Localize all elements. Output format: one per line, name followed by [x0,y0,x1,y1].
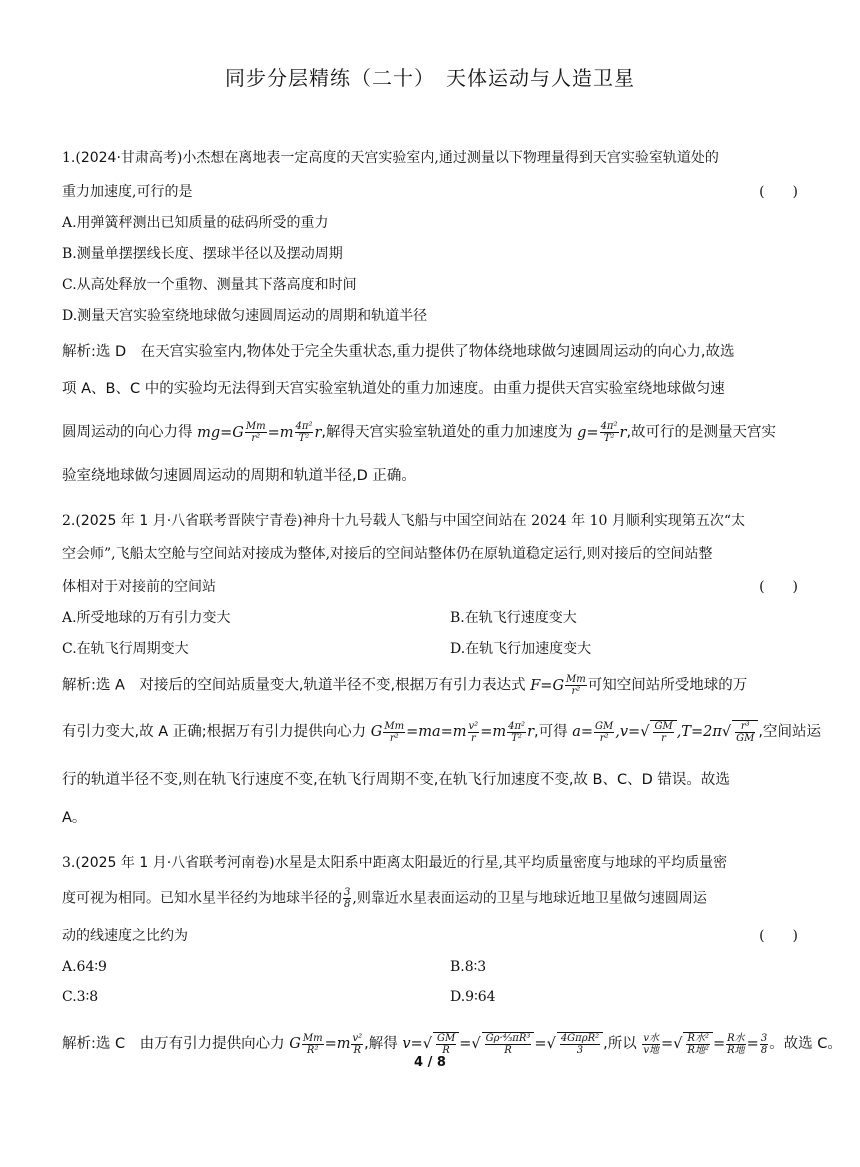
q3-formula-1: G $\frac{Mm}{\text{R²}}$ =m $\frac{\text{v²}}{R}$ [289,1032,363,1056]
q1-analysis-line4: 验室绕地球做匀速圆周运动的周期和轨道半径,D 正确。 [62,468,416,484]
q1-option-d: D.测量天宫实验室绕地球做匀速圆周运动的周期和轨道半径 [62,308,428,324]
q3-formula-3: v水 v地 =√ R水² R地² = R水 R地 = $\frac{3}{8}$ [643,1032,768,1056]
q3-analysis-line1: 解析:选 C 由万有引力提供向心力 G $\frac{Mm}{\text{R²}}$ =m $\frac{\text{v²}}{R}$ ,解得 v=√ $\frac{GM}{R}$ =√ $\frac{\text{Gρ·⁴⁄₃πR³}}{R}$ =√ 4GπρR² 3 ,所以 v水 v地 =√ R水² R地² = R水 R地 = $\frac{3}{8}$ 。故选 C。 [62,1032,842,1056]
q2-formula-1: F=G $\frac{Mm}{\text{r²}}$ [530,674,586,697]
page-title: 同步分层精练（二十） 天体运动与人造卫星 [225,66,635,90]
q2-option-c: C.在轨飞行周期变大 [62,641,189,657]
q2-analysis-line2: 有引力变大,故 A 正确;根据万有引力提供向心力 G $\frac{Mm}{\text{r²}}$ =ma=m $\frac{\text{v²}}{r}$ =m $\frac{\text{4π²}}{\text{T²}}$ r,可得 a= $\frac{GM}{\text{r²}}$ ,v=√ $\frac{GM}{r}$ ,T=2π√ $\frac{\text{r³}}{GM}$ ,空间站运 [62,720,821,744]
q1-formula-1: mg=G $\frac{Mm}{\text{r²}}$ =m $\frac{\text{4π²}}{\text{T²}}$ r [197,421,322,444]
q1-answer-bracket: ( ) [759,184,798,200]
q3-stem-line1: 3.(2025 年 1 月·八省联考河南卷)水星是太阳系中距离太阳最近的行星,其平均质量密度与地球的平均质量密 [62,855,728,871]
q1-stem-line2: 重力加速度,可行的是 [62,184,193,200]
q3-stem-line3: 动的线速度之比约为 [62,928,188,944]
q3-stem-line2: 度可视为相同。已知水星半径约为地球半径的 $\frac{3}{8}$ ,则靠近水星表面运动的卫星与地球近地卫星做匀速圆周运 [62,887,707,910]
q2-option-a: A.所受地球的万有引力变大 [62,610,231,626]
q1-option-a: A.用弹簧秤测出已知质量的砝码所受的重力 [62,215,329,231]
q1-stem-line1: 1.(2024·甘肃高考)小杰想在离地表一定高度的天宫实验室内,通过测量以下物理量得到天宫实验室轨道处的 [62,150,719,166]
q2-stem-line3: 体相对于对接前的空间站 [62,579,216,595]
q2-option-b: B.在轨飞行速度变大 [450,610,577,626]
q3-formula-2: v=√ $\frac{GM}{R}$ =√ $\frac{\text{Gρ·⁴⁄₃πR³}}{R}$ =√ 4GπρR² 3 [402,1036,603,1052]
q2-answer-bracket: ( ) [759,579,798,595]
page-number: 4 / 8 [414,1055,446,1070]
q3-option-d: D.9∶64 [450,989,496,1005]
q2-stem-line2: 空会师”,飞船太空舱与空间站对接成为整体,对接后的空间站整体仍在原轨道稳定运行,则对接后的空间站整 [62,546,713,562]
q1-analysis-line3: 圆周运动的向心力得 mg=G $\frac{Mm}{\text{r²}}$ =m $\frac{\text{4π²}}{\text{T²}}$ r,解得天宫实验室轨道处的重力加速度为 g= $\frac{\text{4π²}}{\text{T²}}$ r,故可行的是测量天宫实 [62,421,777,444]
q2-analysis-line3: 行的轨道半径不变,则在轨飞行速度不变,在轨飞行周期不变,在轨飞行加速度不变,故 B、C、D 错误。故选 [62,772,730,788]
q2-stem-line1: 2.(2025 年 1 月·八省联考晋陕宁青卷)神舟十九号载人飞船与中国空间站在 2024 年 10 月顺利实现第五次“太 [62,513,746,529]
q1-option-b: B.测量单摆摆线长度、摆球半径以及摆动周期 [62,246,343,262]
q2-analysis-line4: A。 [62,810,87,826]
q1-analysis-line1: 解析:选 D 在天宫实验室内,物体处于完全失重状态,重力提供了物体绕地球做匀速圆周运动的向心力,故选 [62,344,735,360]
q2-formula-3: a= $\frac{GM}{\text{r²}}$ ,v=√ $\frac{GM}{r}$ ,T=2π√ $\frac{\text{r³}}{GM}$ [572,724,758,740]
q2-formula-2: G $\frac{Mm}{\text{r²}}$ =ma=m $\frac{\text{v²}}{r}$ =m $\frac{\text{4π²}}{\text{T²}}$ r [370,720,534,744]
q1-option-c: C.从高处释放一个重物、测量其下落高度和时间 [62,277,357,293]
q2-analysis-line1: 解析:选 A 对接后的空间站质量变大,轨道半径不变,根据万有引力表达式 F=G $\frac{Mm}{\text{r²}}$ 可知空间站所受地球的万 [62,674,748,697]
q2-option-d: D.在轨飞行加速度变大 [450,641,592,657]
q3-fraction-3-8: $\frac{3}{8}$ [344,887,351,910]
q3-option-b: B.8∶3 [450,959,487,975]
q3-option-c: C.3∶8 [62,989,99,1005]
q1-formula-2: g= $\frac{\text{4π²}}{\text{T²}}$ r [577,421,627,444]
q1-analysis-line2: 项 A、B、C 中的实验均无法得到天宫实验室轨道处的重力加速度。由重力提供天宫实验室绕地球做匀速 [62,381,725,397]
q3-option-a: A.64∶9 [62,959,107,975]
q3-answer-bracket: ( ) [759,928,798,944]
